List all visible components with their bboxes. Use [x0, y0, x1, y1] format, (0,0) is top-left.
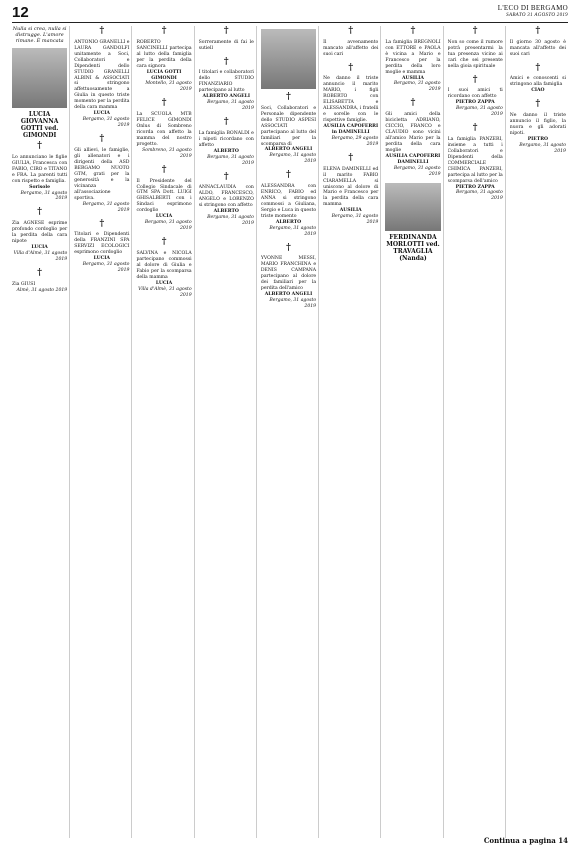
- cross-icon: †: [535, 26, 541, 36]
- publication-name: L'ECO DI BERGAMO: [497, 4, 568, 12]
- notice-text: I titolari e collaboratori dello STUDIO FINANZIARIO partecipano al lutto: [198, 70, 254, 94]
- cross-icon: †: [99, 134, 105, 145]
- notice-text: Gli amici della bicicletta ADRIANO, CICCIO, FRANCO e CLAUDIO sono vicini all'amico Mario per la perdita della cara moglie: [385, 112, 441, 153]
- notices-grid: [12, 26, 568, 838]
- notice-date: Almè, 31 agosto 2019: [16, 287, 68, 293]
- death-notice: [385, 98, 440, 177]
- notice-column: [74, 26, 132, 838]
- notice-date: Bergamo, 31 agosto 2019: [20, 190, 68, 202]
- death-notice: [12, 207, 67, 262]
- notice-date: Bergamo, 31 agosto 2019: [269, 153, 317, 165]
- death-notice: [136, 26, 191, 93]
- notice-deceased: ALBERTO ANGELI: [202, 94, 251, 100]
- notice-date: Bergamo, 31 agosto 2019: [456, 190, 503, 202]
- cross-icon: †: [223, 26, 229, 36]
- epitaph-quote: Nulla si crea, nulla si distrugge. L'amore rimane. È mancata: [12, 26, 67, 44]
- death-notice: [12, 268, 67, 294]
- death-notice: [323, 153, 378, 226]
- cross-icon: †: [348, 62, 354, 73]
- notice-column: [12, 26, 70, 838]
- notice-text: Zia GIUSI: [12, 281, 36, 287]
- cross-icon: †: [37, 141, 42, 151]
- notice-deceased: AUSILIA: [401, 75, 424, 81]
- notice-date: Bergamo, 31 agosto 2019: [519, 142, 566, 154]
- notice-deceased: PIETRO ZAPPA: [455, 100, 495, 106]
- cross-icon: †: [535, 99, 541, 110]
- notice-deceased: AUSILIA CAPOFERRI in DAMINELLI: [323, 124, 379, 135]
- portrait-photo: [12, 48, 67, 108]
- death-notice: [74, 219, 129, 274]
- notice-deceased: LUCIA: [31, 245, 48, 250]
- notice-date: Montello, 31 agosto 2019: [145, 81, 192, 93]
- notice-deceased: ALBERTO: [213, 148, 239, 154]
- cross-icon: †: [161, 98, 167, 109]
- notice-date: Bergamo, 31 agosto 2019: [207, 215, 254, 227]
- notice-text: Il Presidente del Collegio Sindacale di GTM SPA Dott. LUIGI GHISALBERTI con i Sindaci esprimono cordoglio: [136, 178, 192, 214]
- death-notice: [136, 165, 191, 232]
- death-notice: [136, 98, 191, 159]
- notice-text: ROBERTO SANCINELLI partecipa al lutto della famiglia per la perdita della cara signora: [136, 39, 192, 69]
- notice-text: SALVINA e NICOLA partecipano commossi al dolore di Giulia e Fabio per la scomparsa della mamma: [136, 250, 192, 280]
- notice-text: La famiglia BONALDI e i nipoti ricordano con affetto: [198, 130, 254, 148]
- death-notice: [323, 26, 378, 58]
- notice-column: [136, 26, 194, 838]
- notice-text: Gli allievi, le famiglie, gli allenatori e i dirigenti della ASD BERGAMO NUOTO GTM, grati per la generosità e la vicinanza all'associazione sportiva.: [74, 147, 130, 201]
- notice-column: [448, 26, 506, 838]
- notice-deceased: ALBERTO: [213, 209, 239, 215]
- cross-icon: †: [37, 267, 42, 278]
- death-notice: [261, 170, 316, 237]
- notice-deceased: LUCIA GOTTI GIMONDI: [146, 69, 182, 81]
- cross-icon: †: [161, 164, 167, 175]
- publication-date: SABATO 31 AGOSTO 2019: [506, 13, 568, 18]
- death-notice: [448, 26, 503, 70]
- notice-deceased: CIAO: [531, 88, 545, 94]
- notice-date: Bergamo, 31 agosto 2019: [393, 165, 441, 177]
- notice-date: Bergamo, 31 agosto 2019: [82, 262, 130, 274]
- notice-deceased: PIETRO: [527, 136, 549, 142]
- death-notice: [448, 75, 503, 119]
- death-notice: [199, 117, 254, 167]
- notice-date: Bergamo, 31 agosto 2019: [269, 298, 317, 310]
- notice-deceased: LUCIA: [93, 111, 110, 117]
- notice-column: [510, 26, 568, 838]
- notice-deceased: LUCIA: [155, 280, 173, 286]
- cross-icon: †: [472, 123, 478, 134]
- cross-icon: †: [410, 26, 416, 36]
- notice-date: Bergamo, 31 agosto 2019: [82, 117, 130, 129]
- notice-text: La famiglia BREGNOLI con ETTORE e PAOLA è vicina a Mario e Francesco per la perdita della loro moglie e mamma: [385, 39, 441, 75]
- notice-text: I suoi amici ti ricordano con affetto: [447, 88, 503, 100]
- cross-icon: †: [37, 207, 42, 218]
- notice-text: Non so come il rumore potrà presentarmi la tua presenza vicino ai cari che sei presente nella gioia spirituale: [447, 39, 503, 69]
- death-notice: [74, 26, 129, 129]
- death-notice: [448, 123, 503, 202]
- notice-column: [323, 26, 381, 838]
- notice-deceased: ALBERTO ANGELI: [264, 147, 313, 153]
- notice-date: Bergamo, 29 agosto 2019: [331, 135, 379, 147]
- portrait-photo: [385, 183, 440, 231]
- notice-text: Lo annunciano le figlie GIULIA, Francesca con FABIO, CIRO e TITANO e FRA. La parenti tutti con rispetto e famiglia.: [12, 154, 68, 184]
- notice-deceased: AUSILIA CAPOFERRI DAMINELLI: [385, 153, 441, 165]
- notice-date: Villa d'Almè, 31 agosto 2019: [13, 250, 68, 262]
- death-notice: [136, 237, 191, 298]
- death-notice: [74, 134, 129, 213]
- deceased-name: FERDINANDA MORLOTTI ved. TRAVAGLIA (Nanda): [386, 233, 440, 262]
- cross-icon: †: [223, 117, 229, 128]
- notice-date: Bergamo, 31 agosto 2019: [144, 220, 192, 232]
- death-notice: [199, 172, 254, 227]
- notice-date: Bergamo, 31 agosto 2019: [207, 154, 254, 166]
- notice-deceased: LUCIA: [155, 214, 173, 220]
- death-notice: [261, 92, 316, 165]
- notice-text: YVONNE MESSI, MARIO FRANCHINA e DENIS CAMPANA partecipano al dolore dei familiari per la perdita dell'amico: [260, 256, 317, 292]
- cross-icon: †: [223, 56, 229, 67]
- cross-icon: †: [535, 62, 541, 73]
- notice-column: [385, 26, 443, 838]
- cross-icon: †: [472, 74, 478, 85]
- continuation-note: Continua a pagina 14: [483, 836, 568, 845]
- death-notice: [323, 63, 378, 148]
- notice-text: La famiglia PANZERI, insieme a tutti i Collaboratori e Dipendenti della COMMERCIALE CHIMICA PANZERI, partecipa al lutto per la scomparsa dell'amico: [447, 136, 503, 184]
- cross-icon: †: [99, 26, 105, 36]
- notice-text: Amici e conoscenti si stringono alla famiglia: [509, 76, 566, 88]
- notice-date: Bergamo, 31 agosto 2019: [207, 100, 254, 112]
- deceased-name: LUCIA GIOVANNA GOTTI ved. GIMONDI: [20, 111, 59, 139]
- notice-column: [261, 26, 319, 838]
- notice-column: [199, 26, 257, 838]
- notice-deceased: ALBERTO: [275, 219, 302, 225]
- notice-date: Bergamo, 31 agosto 2019: [269, 225, 317, 237]
- notice-text: ANTONIO GRANELLI e LAURA GANDOLFI unitamente a Soci, Collaboratori e Dipendenti dello STUDIO GRANELLI ALBINI & ASSOCIATI si stringono affettuosamente a Giulia in questo triste momento per la perdita della cara mamma: [74, 39, 130, 111]
- notice-deceased: Sorisole: [29, 184, 51, 190]
- death-notice: [385, 26, 440, 93]
- notice-date: Sombreno, 31 agosto 2019: [142, 147, 192, 159]
- notice-text: Zia AGNESE esprime profondo cordoglio per la perdita della cara nipote: [12, 221, 68, 245]
- cross-icon: †: [286, 170, 291, 181]
- notice-date: Villa d'Almè, 31 agosto 2019: [138, 286, 192, 298]
- publication-block: [498, 4, 568, 18]
- notice-text: ALESSANDRA con ENRICO, FABIO ed ANNA si stringono commossi a Giuliana, Sergio e Luca in questo triste momento: [260, 184, 317, 219]
- notice-text: ANNACLAUDIA con ALDO, FRANCESCO, ANGELO e LORENZO si stringono con affetto: [198, 185, 254, 209]
- notice-date: Bergamo, 31 agosto 2019: [82, 201, 130, 213]
- page-number: 12: [12, 4, 29, 21]
- death-notice: [510, 99, 566, 154]
- cross-icon: †: [161, 26, 167, 36]
- cross-icon: †: [223, 171, 229, 182]
- notice-text: Il avvenamento mancato all'affetto dei suoi cari: [323, 39, 379, 57]
- notice-text: La SCUOLA MTB FELICE GIMONDI Onlus di Sombreno ricorda con affetto la mamma del nostro progetto.: [136, 112, 192, 147]
- notice-text: Sorreramente di fai le sutiell: [198, 39, 254, 51]
- page-header: [12, 4, 568, 23]
- cross-icon: †: [348, 26, 354, 36]
- notice-deceased: ALBERTO ANGELI: [264, 292, 313, 298]
- notice-text: ELENA DAMINELLI ed il marito FABIO CIARAMELLA si uniscono al dolore di Mario e Francesco per la perdita della cara mamma: [323, 166, 379, 208]
- death-notice: [261, 243, 316, 310]
- notice-text: Ne danno il triste annuncio il marito MARIO, i figli ROBERTO con ELISABETTA e ALESSANDRA, i fratelli e sorelle con le rispettive famiglie.: [323, 76, 379, 124]
- death-notice: [199, 26, 254, 52]
- notice-deceased: PIETRO ZAPPA: [455, 184, 495, 190]
- cross-icon: †: [99, 218, 105, 229]
- notice-text: Ne danno il triste annuncio il figlio, la nuora e gli adorati nipoti.: [509, 112, 566, 136]
- notice-deceased: LUCIA: [93, 256, 110, 262]
- notice-text: Titolari e Dipendenti della FRANZINI SPA SERVIZI ECOLOGICI esprimono cordoglio: [74, 232, 130, 256]
- notice-date: Bergamo, 31 agosto 2019: [456, 106, 503, 118]
- cross-icon: †: [410, 98, 416, 109]
- portrait-photo: [261, 29, 316, 89]
- notice-date: Bergamo, 31 agosto 2019: [331, 214, 379, 226]
- notice-text: Soci, Collaboratori e Personale dipendente dello STUDIO ASPESI ASSOCIATI partecipano al lutto del familiari per la scomparsa di: [260, 105, 317, 147]
- cross-icon: †: [161, 237, 167, 248]
- death-notice: [510, 26, 566, 58]
- death-notice: [12, 141, 67, 202]
- death-notice: [199, 57, 254, 112]
- notice-deceased: AUSILIA: [339, 208, 362, 214]
- notice-date: Bergamo, 31 agosto 2019: [393, 81, 441, 93]
- notice-text: Il giorno 30 agosto è mancata all'affetto dei suoi cari: [509, 39, 566, 57]
- cross-icon: †: [286, 242, 291, 253]
- death-notice: [510, 63, 566, 95]
- cross-icon: †: [286, 92, 291, 102]
- cross-icon: †: [348, 152, 354, 163]
- cross-icon: †: [472, 26, 478, 36]
